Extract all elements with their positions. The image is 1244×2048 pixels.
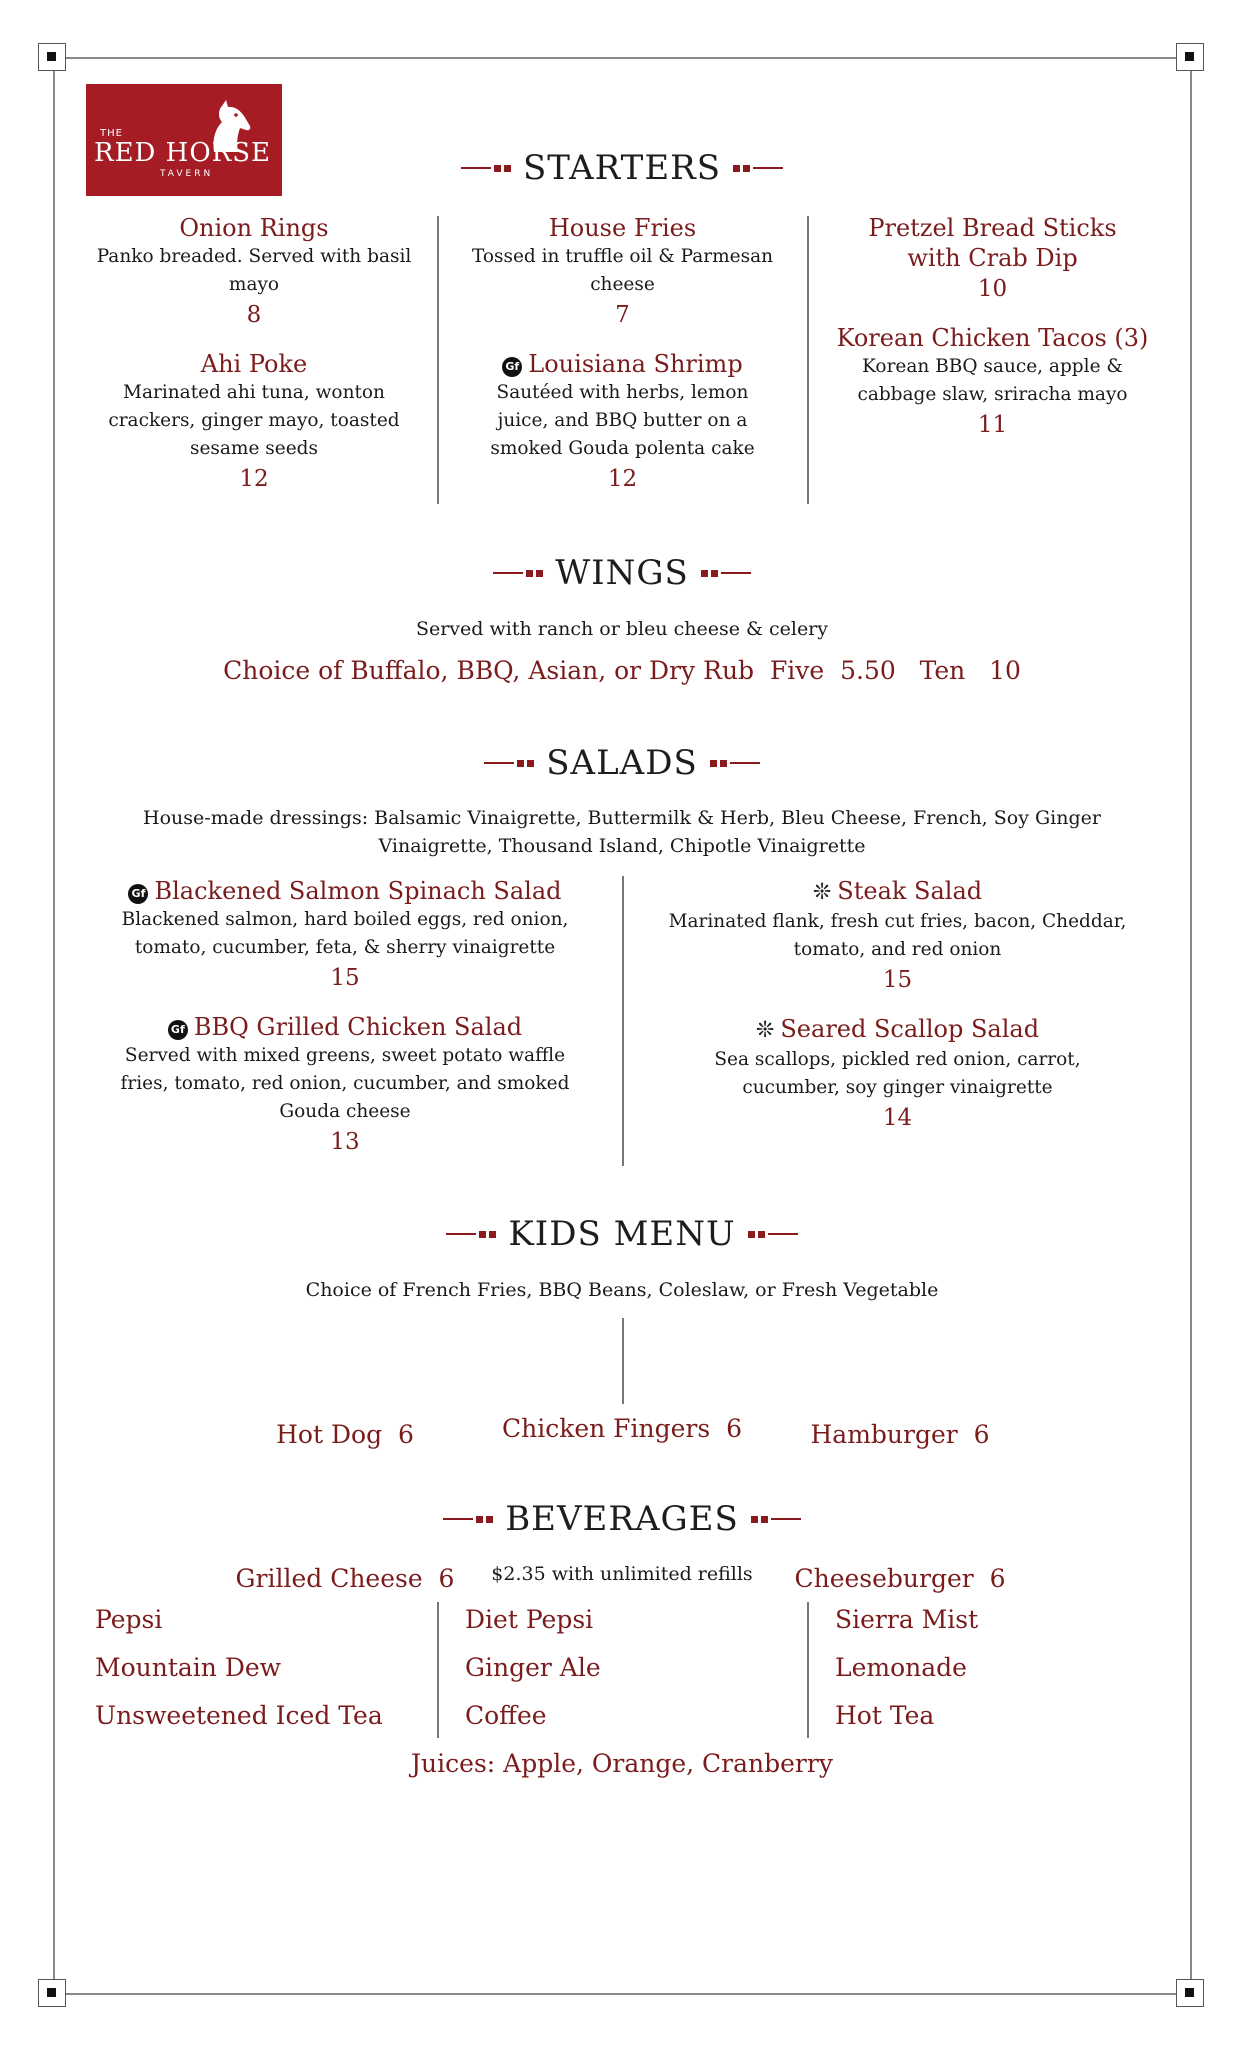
frame-corner-top-left: [38, 43, 66, 71]
column-divider: [437, 1602, 439, 1738]
item-price: 15: [882, 967, 913, 993]
wings-note: Served with ranch or bleu cheese & celery: [415, 618, 829, 640]
menu-item: [655, 1014, 1140, 1134]
item-desc: Blackened salmon, hard boiled eggs, red onion, tomato, cucumber, feta, & sherry vinaigrette: [121, 909, 569, 958]
item-name: BBQ Grilled Chicken Salad: [193, 1013, 523, 1041]
wings-title: WINGS: [555, 553, 689, 593]
item-desc: Marinated ahi tuna, wonton crackers, ginger mayo, toasted sesame seeds: [108, 382, 400, 459]
kids-item: Hot Dog 6: [276, 1420, 414, 1449]
item-name: Onion Rings: [179, 214, 329, 242]
beverages-col-3: [835, 1596, 1165, 1740]
item-name: Louisiana Shrimp: [528, 350, 743, 378]
item-name: Seared Scallop Salad: [780, 1015, 1040, 1043]
starters-col-2: [450, 213, 795, 513]
frame-bottom-line: [52, 1993, 1192, 1995]
item-name: Steak Salad: [837, 877, 983, 905]
beverage-item: Mountain Dew: [95, 1653, 282, 1682]
beverages-title: BEVERAGES: [505, 1499, 739, 1539]
beverages-note: $2.35 with unlimited refills: [491, 1563, 753, 1585]
item-price: 12: [607, 466, 638, 492]
snowflake-icon: ❊: [755, 1018, 775, 1043]
gluten-free-icon: Gf: [502, 357, 522, 377]
column-divider: [622, 876, 624, 1166]
item-price: 8: [246, 302, 262, 328]
salads-header: [0, 743, 1244, 783]
beverage-item: Pepsi: [95, 1605, 163, 1634]
item-name: Korean Chicken Tacos (3): [836, 324, 1149, 352]
frame-corner-bottom-left: [38, 1979, 66, 2007]
kids-item: Hamburger 6: [810, 1420, 990, 1449]
item-price: 11: [977, 412, 1008, 438]
ornament-left: [461, 165, 511, 172]
menu-item: [830, 323, 1155, 441]
item-name: Blackened Salmon Spinach Salad: [154, 877, 562, 905]
column-divider: [807, 216, 809, 504]
logo-the-text: THE: [100, 128, 123, 139]
item-price: 12: [239, 466, 269, 492]
frame-corner-top-right: [1176, 43, 1204, 71]
frame-right-line: [1190, 57, 1192, 1993]
salads-title: SALADS: [546, 743, 698, 783]
item-price: 14: [882, 1105, 913, 1131]
item-desc: Panko breaded. Served with basil mayo: [96, 246, 412, 295]
juices-line: Juices: Apple, Orange, Cranberry: [411, 1749, 833, 1778]
snowflake-icon: ❊: [812, 880, 832, 905]
kids-header: [0, 1214, 1244, 1254]
kids-note: Choice of French Fries, BBQ Beans, Coleslaw, or Fresh Vegetable: [305, 1279, 939, 1301]
ornament-left: [446, 1231, 496, 1238]
beverage-item: Hot Tea: [835, 1701, 935, 1730]
item-price: 15: [330, 965, 360, 991]
item-price: 10: [977, 276, 1008, 302]
kids-item-center: Chicken Fingers 6: [501, 1414, 743, 1443]
menu-item: [95, 876, 595, 994]
item-desc: Sautéed with herbs, lemon juice, and BBQ butter on a smoked Gouda polenta cake: [490, 382, 755, 459]
gluten-free-icon: Gf: [168, 1020, 188, 1040]
item-price: 13: [330, 1129, 360, 1155]
ornament-left: [493, 570, 543, 577]
item-name: Ahi Poke: [200, 350, 308, 378]
menu-item: [95, 1012, 595, 1158]
beverage-item: Ginger Ale: [465, 1653, 601, 1682]
starters-col-3: [830, 213, 1155, 459]
salads-col-1: [95, 876, 595, 1176]
ornament-right: [733, 165, 783, 172]
item-desc: Tossed in truffle oil & Parmesan cheese: [471, 246, 774, 295]
menu-item: [95, 213, 413, 331]
ornament-left: [484, 760, 534, 767]
logo-tavern-text: TAVERN: [160, 169, 214, 179]
item-desc: Marinated flank, fresh cut fries, bacon, Cheddar, tomato, and red onion: [668, 911, 1127, 960]
frame-corner-bottom-right: [1176, 1979, 1204, 2007]
starters-header: [0, 148, 1244, 188]
menu-item: [95, 349, 413, 495]
logo-name-text: RED HORSE: [94, 138, 272, 168]
menu-item: [450, 349, 795, 495]
beverage-item: Lemonade: [835, 1653, 967, 1682]
menu-item: [450, 213, 795, 331]
kids-item: Grilled Cheese 6: [235, 1564, 455, 1593]
wings-header: [0, 553, 1244, 593]
ornament-right: [701, 570, 751, 577]
kids-item: Cheeseburger 6: [794, 1564, 1006, 1593]
beverage-item: Sierra Mist: [835, 1605, 979, 1634]
column-divider: [807, 1602, 809, 1738]
frame-top-line: [52, 57, 1192, 59]
item-name: House Fries: [548, 214, 697, 242]
ornament-right: [748, 1231, 798, 1238]
item-name: Pretzel Bread Sticks with Crab Dip: [868, 214, 1117, 272]
ornament-left: [443, 1516, 493, 1523]
beverages-header: [0, 1499, 1244, 1539]
ornament-right: [751, 1516, 801, 1523]
salads-dressing-note: House-made dressings: Balsamic Vinaigrette, Buttermilk & Herb, Bleu Cheese, French, Soy Ginger Vinaigrette, Thousand Island, Chipotle Vinaigrette: [143, 807, 1101, 857]
item-desc: Served with mixed greens, sweet potato waffle fries, tomato, red onion, cucumber, and smoked Gouda cheese: [120, 1045, 570, 1122]
ornament-right: [710, 760, 760, 767]
menu-item: [830, 213, 1155, 305]
beverage-item: Unsweetened Iced Tea: [95, 1701, 383, 1730]
beverages-col-1: [95, 1596, 425, 1740]
gluten-free-icon: Gf: [128, 884, 148, 904]
menu-item: [655, 876, 1140, 996]
frame-left-line: [53, 57, 55, 1993]
kids-title: KIDS MENU: [508, 1214, 736, 1254]
wings-choice-line: Choice of Buffalo, BBQ, Asian, or Dry Rub Five 5.50 Ten 10: [223, 656, 1021, 685]
starters-title: STARTERS: [522, 148, 722, 188]
beverage-item: Diet Pepsi: [465, 1605, 594, 1634]
beverages-col-2: [465, 1596, 795, 1740]
item-desc: Korean BBQ sauce, apple & cabbage slaw, sriracha mayo: [857, 356, 1128, 405]
item-desc: Sea scallops, pickled red onion, carrot, cucumber, soy ginger vinaigrette: [714, 1049, 1081, 1098]
starters-col-1: [95, 213, 413, 513]
column-divider: [437, 216, 439, 504]
column-divider: [622, 1318, 624, 1404]
item-price: 7: [615, 302, 630, 328]
salads-col-2: [655, 876, 1140, 1152]
beverage-item: Coffee: [465, 1701, 547, 1730]
